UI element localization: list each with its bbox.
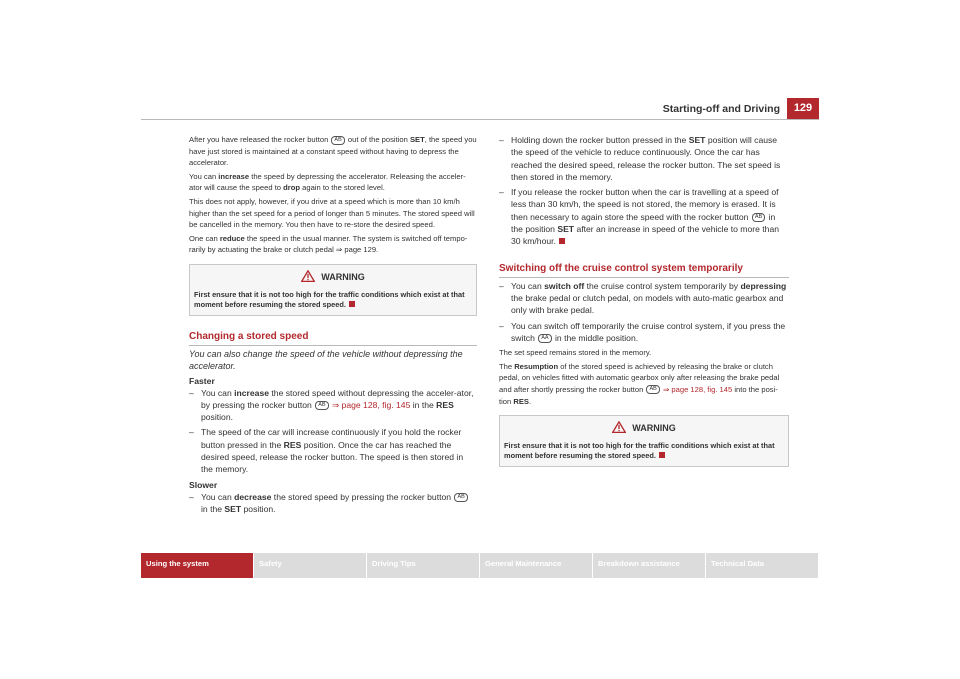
page-header-title: Starting-off and Driving bbox=[662, 103, 780, 115]
tab-technical-data[interactable]: Technical Data bbox=[706, 553, 819, 578]
subheading-faster: Faster bbox=[189, 375, 215, 386]
subheading-slower: Slower bbox=[189, 479, 218, 490]
warning-triangle-icon bbox=[612, 421, 626, 437]
warning-box bbox=[499, 415, 789, 467]
section-title-changing-speed: Changing a stored speed bbox=[189, 330, 477, 346]
paragraph-speed-limit: This does not apply, however, if you drive at a speed which is more than 10 km/h higher than the set speed for a period of longer than 5 minutes. The stored speed will be cancelled in the memory. You then have to re-store the desired speed. bbox=[189, 196, 475, 230]
tab-general-maintenance[interactable]: General Maintenance bbox=[480, 553, 593, 578]
warning-box bbox=[189, 264, 477, 316]
list-item: – Holding down the rocker button pressed in the SET position will cause the speed of the vehicle to reduce continuously. Once the car has reached the desired speed, release the rocker button. The set speed is then stored in the memory. bbox=[499, 134, 789, 183]
tab-driving-tips[interactable]: Driving Tips bbox=[367, 553, 480, 578]
warning-heading: WARNING bbox=[504, 421, 784, 437]
warning-heading: WARNING bbox=[194, 270, 472, 286]
warning-text: First ensure that it is not too high for the traffic conditions which exist at that moment before resuming the stored speed. bbox=[504, 440, 775, 461]
switch-key: AA bbox=[538, 334, 551, 343]
page-reference-link[interactable]: ⇒ page 128, fig. 145 bbox=[660, 384, 733, 394]
rocker-button-key: AB bbox=[752, 213, 765, 222]
footer-nav bbox=[141, 553, 819, 578]
rocker-button-key: AB bbox=[646, 385, 659, 394]
warning-text: First ensure that it is not too high for the traffic conditions which exist at that moment before resuming the stored speed. bbox=[194, 289, 465, 310]
tab-breakdown-assistance[interactable]: Breakdown assistance bbox=[593, 553, 706, 578]
note-resumption: The Resumption of the stored speed is achieved by releasing the brake or clutch pedal, on vehicles fitted with automatic gearbox only after releasing the brake pedal and after shortly pressing the rocker button AB ⇒ page 128, fig. 145 into the posi-tion RES. bbox=[499, 361, 780, 406]
rocker-button-key: AB bbox=[315, 401, 328, 410]
tab-using-the-system[interactable]: Using the system bbox=[141, 553, 254, 578]
section-intro: You can also change the speed of the vehicle without depressing the accelerator. bbox=[189, 348, 463, 372]
warning-triangle-icon bbox=[301, 270, 315, 286]
paragraph-release-button: After you have released the rocker button AB out of the position SET, the speed you have just stored is maintained at a constant speed without having to depress the accelerator. bbox=[189, 135, 477, 168]
section-end-mark bbox=[349, 301, 355, 307]
list-item: – You can switch off temporarily the cruise control system, if you press the switch AA in the middle position. bbox=[499, 320, 789, 345]
paragraph-reduce: One can reduce the speed in the usual manner. The system is switched off tempo-rarily by actuating the brake or clutch pedal ⇒ page 129. bbox=[189, 233, 468, 255]
left-column bbox=[189, 134, 477, 518]
rocker-button-key: AB bbox=[454, 493, 467, 502]
list-item: – If you release the rocker button when the car is travelling at a speed of less than 30 km/h, the speed is not stored, the memory is erased. It is then necessary to again store the speed with the rocker button AB in the position SET after an increase in speed of the vehicle to more than 30 km/hour. bbox=[499, 186, 789, 247]
right-column bbox=[499, 134, 789, 475]
page-reference-link[interactable]: ⇒ page 128, fig. 145 bbox=[329, 399, 411, 410]
list-item: – You can increase the stored speed without depressing the acceler-ator, by pressing the rocker button AB ⇒ page 128, fig. 145 in the RES position. bbox=[189, 387, 477, 424]
header-divider bbox=[141, 119, 819, 120]
tab-safety[interactable]: Safety bbox=[254, 553, 367, 578]
page-number: 129 bbox=[787, 98, 819, 119]
paragraph-increase: You can increase the speed by depressing the accelerator. Releasing the acceler-ator will cause the speed to drop again to the stored level. bbox=[189, 171, 466, 193]
rocker-button-key: AB bbox=[331, 136, 344, 145]
section-title-switching-off: Switching off the cruise control system temporarily bbox=[499, 262, 789, 278]
list-item: – You can decrease the stored speed by pressing the rocker button AB in the SET position. bbox=[189, 491, 477, 516]
section-end-mark bbox=[559, 238, 565, 244]
note-stored: The set speed remains stored in the memory. bbox=[499, 348, 652, 358]
section-end-mark bbox=[659, 452, 665, 458]
list-item: – You can switch off the cruise control system temporarily by depressing the brake pedal or clutch pedal, on models with auto-matic gearbox and only with brake pedal. bbox=[499, 280, 789, 317]
list-item: – The speed of the car will increase continuously if you hold the rocker button pressed in the RES position. Once the car has reached the desired speed, release the rocker button. The speed is then stored in the memory. bbox=[189, 426, 477, 475]
